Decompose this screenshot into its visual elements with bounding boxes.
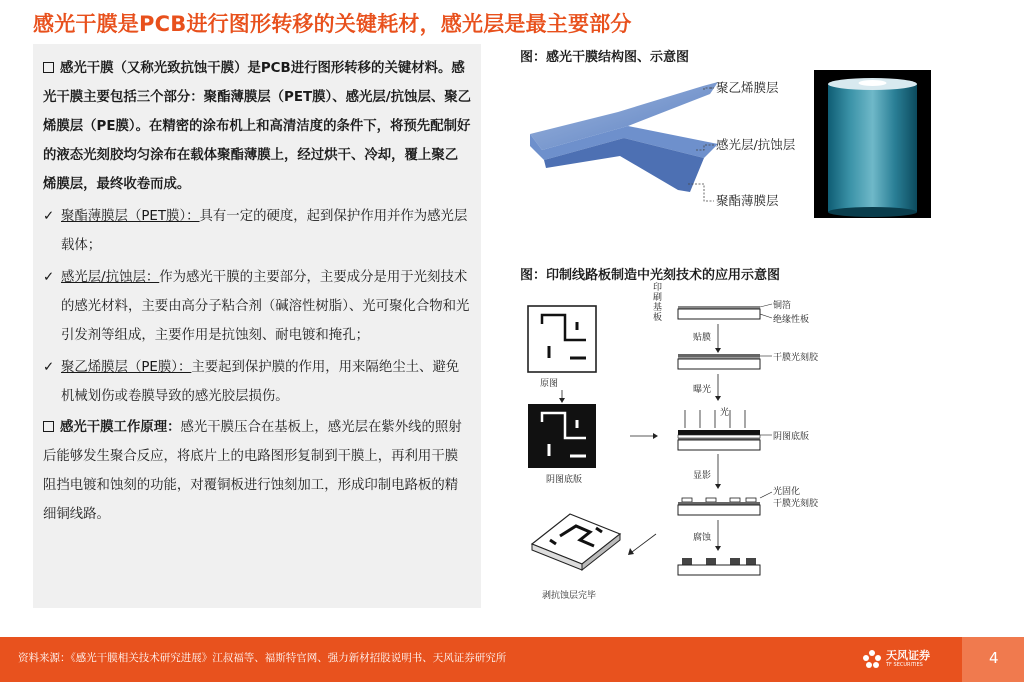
figure-caption-lithography: 图：印制线路板制造中光刻技术的应用示意图 [520, 268, 781, 283]
figure-caption-structure: 图：感光干膜结构图、示意图 [520, 50, 690, 65]
layer-desc: 主要起到保护膜的作用，用来隔绝尘土、避免机械划伤或卷膜导致的感光胶层损伤。 [61, 360, 460, 404]
dry-film-roll-photo [814, 70, 931, 218]
label-dry-film-resist-1: 干膜光刻胶 [773, 353, 819, 363]
footer-bar [0, 637, 1024, 682]
layer-desc: 作为感光干膜的主要部分，主要成分是用于光刻技术的感光材料，主要由高分子粘合剂（碱溶性树脂）、光可聚化合物和光引发剂等组成，主要作用是抗蚀刻、耐电镀和掩孔； [61, 270, 470, 343]
layer-term: 聚酯薄膜层（PET膜）： [61, 209, 200, 224]
label-printed-substrate-2: 刷 [653, 293, 663, 303]
principle-lead: 感光干膜工作原理： [60, 420, 181, 435]
film-roll-image [814, 70, 931, 218]
label-dry-film-resist-2: 干膜光刻胶 [773, 499, 819, 509]
label-printed-substrate-3: 基 [653, 303, 663, 313]
logo-text: 天风证券 [886, 649, 930, 662]
layer-desc: 具有一定的硬度，起到保护作用并作为感光层载体； [61, 209, 468, 253]
label-stripped: 剥抗蚀层完毕 [542, 591, 597, 601]
label-negative: 阴图底版 [546, 475, 583, 485]
label-pet-layer: 聚酯薄膜层 [716, 193, 779, 208]
logo-mark-icon [862, 647, 882, 673]
page-number: 4 [989, 649, 999, 667]
label-develop: 显影 [693, 471, 712, 481]
label-expose: 曝光 [693, 385, 712, 395]
label-copper-foil: 铜箔 [773, 301, 792, 311]
square-bullet-icon [43, 421, 54, 432]
label-insulating-board: 绝缘性板 [773, 315, 810, 325]
page-number-box [962, 637, 1024, 682]
layer-item-pe [43, 353, 471, 411]
label-negative-mask: 阴图底版 [773, 432, 810, 442]
label-light: 光 [720, 408, 730, 418]
intro-paragraph [43, 54, 471, 199]
label-printed-substrate-4: 板 [653, 313, 663, 323]
label-etch: 腐蚀 [693, 533, 712, 543]
pcb-lithography-process-diagram [520, 282, 900, 612]
intro-text: 感光干膜（又称光致抗蚀干膜）是PCB进行图形转移的关键材料。感光干膜主要包括三个部分：聚酯薄膜层（PET膜）、感光层/抗蚀层、聚乙烯膜层（PE膜）。在精密的涂布机上和高清洁度的条件下，将预先配制好的液态光刻胶均匀涂布在载体聚酯薄膜上，经过烘干、冷却，覆上聚乙烯膜层，最终收卷而成。 [43, 61, 472, 192]
page-title: 感光干膜是PCB进行图形转移的关键耗材，感光层是最主要部分 [33, 12, 632, 36]
layer-term: 感光层/抗蚀层： [61, 270, 160, 285]
principle-paragraph [43, 413, 471, 529]
finished-board [532, 514, 620, 564]
principle-text: 感光干膜压合在基板上，感光层在紫外线的照射后能够发生聚合反应，将底片上的电路图形复制到干膜上，再利用干膜阻挡电镀和蚀刻的功能，对覆铜板进行蚀刻加工，形成印制电路板的精细铜线路。 [43, 420, 462, 522]
label-pe-layer: 聚乙烯膜层 [716, 80, 779, 95]
label-laminate: 贴膜 [693, 333, 712, 343]
layer-term: 聚乙烯膜层（PE膜）： [61, 360, 192, 375]
source-note: 资料来源：《感光干膜相关技术研究进展》江叔福等、福斯特官网、强力新材招股说明书、天风证券研究所 [18, 652, 507, 664]
layer-item-photoresist [43, 263, 471, 350]
check-icon: ✓ [43, 209, 55, 224]
label-original: 原图 [540, 379, 559, 389]
layer-item-pet [43, 202, 471, 260]
label-photoresist-layer: 感光层/抗蚀层 [716, 137, 796, 152]
check-icon: ✓ [43, 270, 55, 285]
label-photo-cured: 光固化 [773, 487, 801, 497]
tf-securities-logo [862, 645, 952, 675]
square-bullet-icon [43, 62, 54, 73]
negative-mask-layer [678, 430, 760, 435]
text-panel [33, 44, 481, 608]
check-icon: ✓ [43, 360, 55, 375]
logo-subtext: TF SECURITIES [886, 662, 923, 668]
dry-film-structure-diagram [528, 64, 818, 224]
label-printed-substrate-1: 印 [653, 283, 663, 293]
